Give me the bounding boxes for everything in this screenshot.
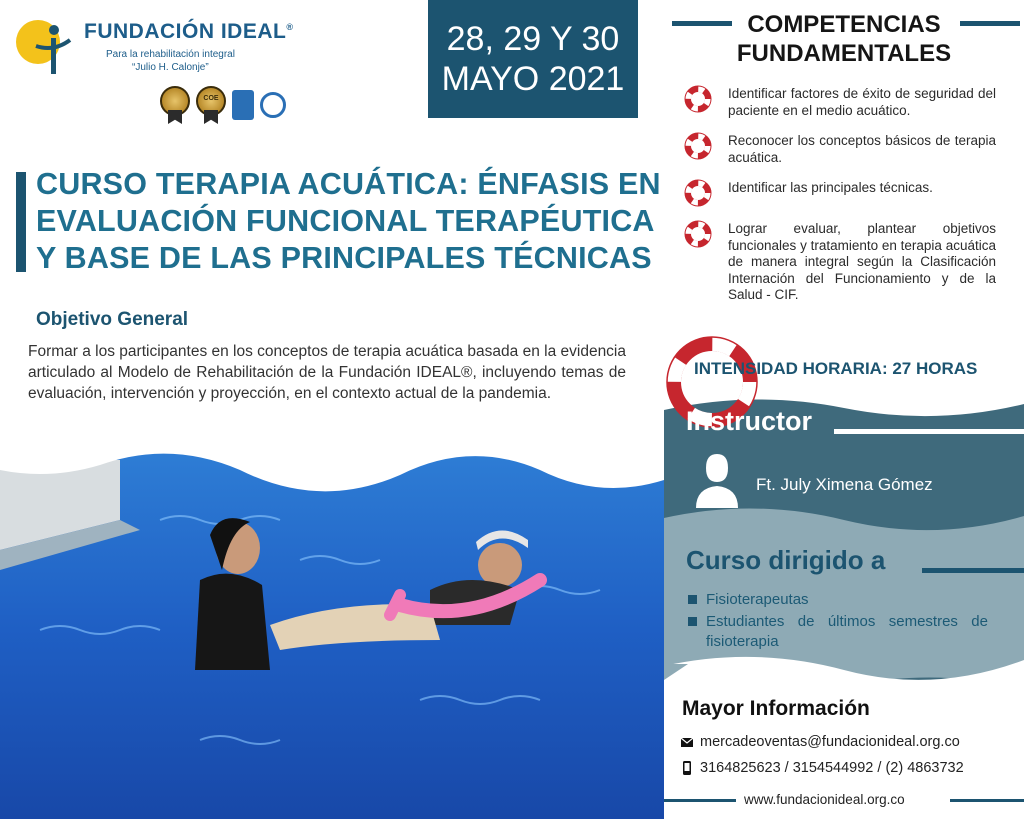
phone-icon (680, 761, 694, 775)
phone-numbers: 3164825623 / 3154544992 / (2) 4863732 (700, 760, 964, 776)
envelope-icon (680, 735, 694, 749)
quality-seal-icon (160, 86, 190, 124)
lifebuoy-icon (684, 85, 712, 113)
contact-phones (680, 760, 964, 776)
iqnet-badge-icon (260, 92, 286, 118)
list-item (684, 133, 996, 166)
bullet-square-icon (688, 617, 697, 626)
coe-seal-icon: COE (196, 86, 226, 124)
lifebuoy-icon (684, 220, 712, 248)
person-icon (694, 452, 740, 508)
logo-name: FUNDACIÓN IDEAL® (84, 20, 294, 43)
course-title-line: Y BASE DE LAS PRINCIPALES TÉCNICAS (36, 241, 652, 275)
audience-rule (922, 568, 1024, 573)
lifebuoy-icon (684, 132, 712, 160)
objective-text: Formar a los participantes en los conceptos de terapia acuática basada en la evidencia articulado al Modelo de Rehabilitación de la Fundación IDEAL®, incluyendo temas de evaluación, intervención y proyección, en el contexto actual de la pandemia. (28, 343, 626, 402)
footer-rule (950, 799, 1024, 802)
lifebuoy-icon (684, 179, 712, 207)
email-link[interactable]: mercadeoventas@fundacionideal.org.co (700, 734, 960, 750)
competencia-text: Reconocer los conceptos básicos de terapia acuática. (728, 133, 996, 165)
list-item: Fisioterapeutas (688, 590, 988, 610)
foundation-logo (14, 12, 294, 82)
course-dates (428, 0, 638, 118)
certification-badges (160, 86, 286, 124)
logo-subtitle-name: “Julio H. Calonje” (132, 62, 209, 73)
icontec-badge-icon (232, 90, 254, 120)
competencia-text: Lograr evaluar, plantear objetivos funcionales y tratamiento en terapia acuática de manera integral según la Clasificación Internación del Funcionamiento y de la Salud - CIF. (728, 221, 996, 302)
footer-rule (664, 799, 736, 802)
course-title (36, 166, 661, 277)
list-item (684, 86, 996, 119)
objective-heading: Objetivo General (36, 309, 189, 330)
audience-list (688, 590, 988, 654)
list-item (684, 180, 996, 207)
competencia-text: Identificar factores de éxito de seguridad del paciente en el medio acuático. (728, 86, 996, 118)
competencia-text: Identificar las principales técnicas. (728, 180, 933, 195)
audience-heading: Curso dirigido a (686, 545, 886, 575)
list-item: Estudiantes de últimos semestres de fisioterapia (688, 612, 988, 652)
course-month: MAYO 2021 (441, 60, 625, 98)
competencias-list (684, 86, 996, 318)
competencias-title: COMPETENCIAS FUNDAMENTALES (736, 11, 952, 67)
list-item (684, 221, 996, 304)
website-link[interactable]: www.fundacionideal.org.co (744, 792, 905, 807)
course-title-line: CURSO TERAPIA ACUÁTICA: ÉNFASIS EN (36, 167, 661, 201)
instructor-rule (834, 429, 1024, 434)
contact-heading: Mayor Información (682, 697, 870, 720)
instructor-name: Ft. July Ximena Gómez (756, 475, 933, 494)
title-accent-bar (16, 172, 26, 272)
course-title-line: EVALUACIÓN FUNCIONAL TERAPÉUTICA (36, 204, 655, 238)
instructor-heading: Instructor (686, 406, 813, 436)
course-days: 28, 29 Y 30 (446, 20, 620, 58)
bullet-square-icon (688, 595, 697, 604)
aquatic-therapy-photo (0, 440, 664, 819)
competencias-header (664, 8, 1024, 68)
foundation-logo-icon (14, 16, 72, 78)
contact-email[interactable] (680, 734, 960, 750)
logo-subtitle: Para la rehabilitación integral (106, 49, 235, 60)
intensity-hours: INTENSIDAD HORARIA: 27 HORAS (694, 359, 978, 378)
